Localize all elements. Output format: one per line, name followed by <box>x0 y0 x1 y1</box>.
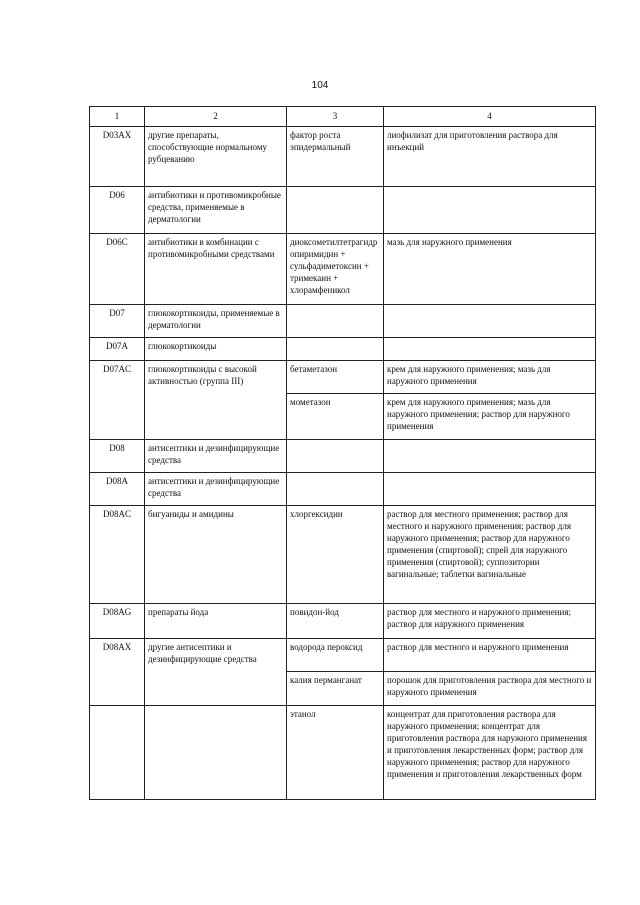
column-header: 2 <box>145 107 287 127</box>
table-row <box>90 234 596 305</box>
form-cell: мазь для наружного применения <box>384 234 596 305</box>
group-cell: антибиотики в комбинации с противомикробными средствами <box>145 234 287 305</box>
atc-code-cell: D08AG <box>90 604 145 639</box>
table-row <box>90 127 596 187</box>
group-cell <box>145 706 287 800</box>
group-cell: другие препараты, способствующие нормальному рубцеванию <box>145 127 287 187</box>
form-cell: крем для наружного применения; мазь для наружного применения; раствор для наружного применения <box>384 394 596 440</box>
form-cell <box>384 473 596 506</box>
form-cell: концентрат для приготовления раствора для наружного применения; концентрат для приготовления раствора для наружного применения и приготовления лекарственных форм; раствор для наружного применения; раствор для наружного применения и приготовления лекарственных форм <box>384 706 596 800</box>
drug-cell <box>287 338 384 361</box>
form-cell: крем для наружного применения; мазь для наружного применения <box>384 361 596 394</box>
drug-cell: фактор роста эпидермальный <box>287 127 384 187</box>
table-row <box>90 706 596 800</box>
drug-cell: бетаметазон <box>287 361 384 394</box>
form-cell <box>384 338 596 361</box>
group-cell: глюкокортикоиды с высокой активностью (группа III) <box>145 361 287 440</box>
drug-cell: повидон-йод <box>287 604 384 639</box>
column-header: 1 <box>90 107 145 127</box>
group-cell: глюкокортикоиды <box>145 338 287 361</box>
group-cell: антисептики и дезинфицирующие средства <box>145 473 287 506</box>
page-number: 104 <box>311 80 329 91</box>
group-cell: бигуаниды и амидины <box>145 506 287 604</box>
atc-code-cell: D08 <box>90 440 145 473</box>
group-cell: антисептики и дезинфицирующие средства <box>145 440 287 473</box>
atc-code-cell <box>90 706 145 800</box>
table-row <box>90 639 596 672</box>
atc-code-cell: D08AX <box>90 639 145 706</box>
drug-cell <box>287 305 384 338</box>
group-cell: препараты йода <box>145 604 287 639</box>
atc-code-cell: D08A <box>90 473 145 506</box>
group-cell: другие антисептики и дезинфицирующие средства <box>145 639 287 706</box>
group-cell: антибиотики и противомикробные средства, применяемые в дерматологии <box>145 187 287 234</box>
column-header: 3 <box>287 107 384 127</box>
drug-cell: водорода пероксид <box>287 639 384 672</box>
form-cell: лиофилизат для приготовления раствора для инъекций <box>384 127 596 187</box>
drug-cell: мометазон <box>287 394 384 440</box>
column-header: 4 <box>384 107 596 127</box>
form-cell <box>384 187 596 234</box>
atc-code-cell: D07AC <box>90 361 145 440</box>
drug-table <box>89 106 596 800</box>
table-row <box>90 440 596 473</box>
atc-code-cell: D03AX <box>90 127 145 187</box>
atc-code-cell: D06C <box>90 234 145 305</box>
table-row <box>90 506 596 604</box>
atc-code-cell: D07 <box>90 305 145 338</box>
form-cell: порошок для приготовления раствора для местного и наружного применения <box>384 672 596 706</box>
atc-code-cell: D07A <box>90 338 145 361</box>
header-row <box>90 107 596 127</box>
table-row <box>90 305 596 338</box>
table-row <box>90 187 596 234</box>
form-cell: раствор для местного и наружного применения <box>384 639 596 672</box>
drug-cell <box>287 187 384 234</box>
drug-cell: хлоргексидин <box>287 506 384 604</box>
drug-cell: калия перманганат <box>287 672 384 706</box>
drug-cell: диоксометилтетрагидропиримидин + сульфадиметоксин + тримекаин + хлорамфеникол <box>287 234 384 305</box>
form-cell: раствор для местного применения; раствор для местного и наружного применения; раствор для наружного применения; раствор для наружного применения (спиртовой); спрей для наружного применения (спиртовой); суппозитории вагинальные; таблетки вагинальные <box>384 506 596 604</box>
drug-cell <box>287 440 384 473</box>
table-row <box>90 473 596 506</box>
atc-code-cell: D08AC <box>90 506 145 604</box>
form-cell: раствор для местного и наружного применения; раствор для наружного применения <box>384 604 596 639</box>
form-cell <box>384 305 596 338</box>
form-cell <box>384 440 596 473</box>
atc-code-cell: D06 <box>90 187 145 234</box>
table-row <box>90 338 596 361</box>
drug-cell <box>287 473 384 506</box>
table-row <box>90 361 596 394</box>
drug-cell: этанол <box>287 706 384 800</box>
group-cell: глюкокортикоиды, применяемые в дерматологии <box>145 305 287 338</box>
table-row <box>90 604 596 639</box>
